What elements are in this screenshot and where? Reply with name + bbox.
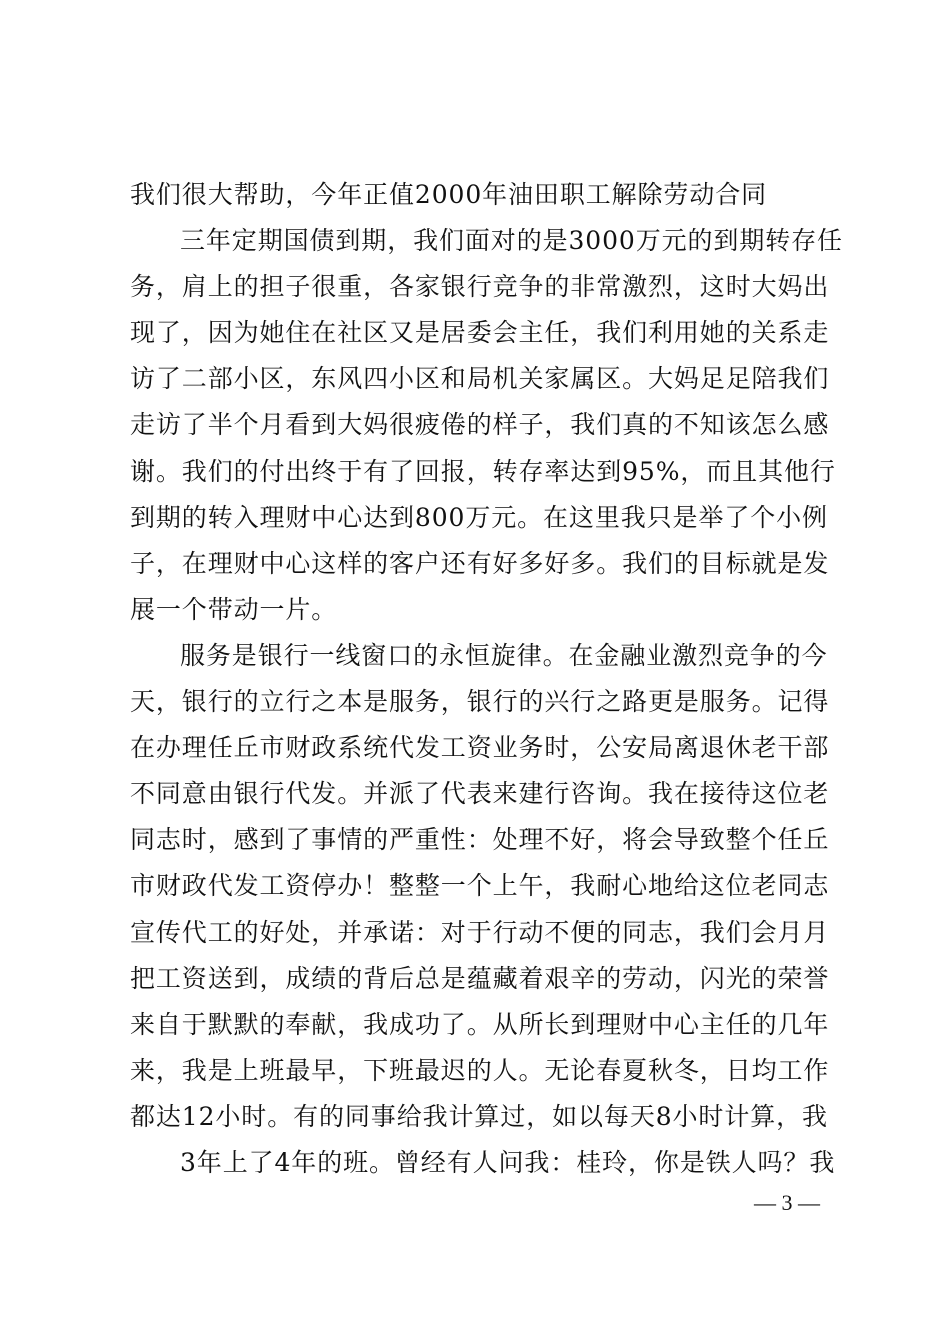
text-line: 到期的转入理财中心达到800万元。在这里我只是举了个小例	[130, 502, 828, 532]
text-line: 来，我是上班最早，下班最迟的人。无论春夏秋冬，日均工作	[130, 1055, 830, 1085]
text-line: 不同意由银行代发。并派了代表来建行咨询。我在接待这位老	[130, 779, 830, 809]
text-line: 服务是银行一线窗口的永恒旋律。在金融业激烈竞争的今	[180, 640, 828, 670]
text-line: 三年定期国债到期，我们面对的是3000万元的到期转存任	[180, 226, 843, 256]
text-line: 务，肩上的担子很重，各家银行竞争的非常激烈，这时大妈出	[130, 272, 830, 302]
text-line: 市财政代发工资停办！整整一个上午，我耐心地给这位老同志	[130, 871, 830, 901]
page-number: — 3 —	[754, 1190, 820, 1215]
text-line: 同志时，感到了事情的严重性：处理不好，将会导致整个任丘	[130, 825, 830, 855]
text-line: 展一个带动一片。	[130, 594, 338, 624]
text-line: 现了，因为她住在社区又是居委会主任，我们利用她的关系走	[130, 318, 830, 348]
text-line: 宣传代工的好处，并承诺：对于行动不便的同志，我们会月月	[130, 917, 830, 947]
text-line: 子，在理财中心这样的客户还有好多好多。我们的目标就是发	[130, 548, 830, 578]
text-line: 3年上了4年的班。曾经有人问我：桂玲，你是铁人吗？我	[180, 1147, 836, 1177]
text-line: 谢。我们的付出终于有了回报，转存率达到95%，而且其他行	[130, 456, 836, 486]
body-text	[130, 172, 843, 1186]
text-line: 都达12小时。有的同事给我计算过，如以每天8小时计算，我	[130, 1101, 828, 1131]
text-line: 把工资送到，成绩的背后总是蕴藏着艰辛的劳动，闪光的荣誉	[130, 963, 830, 993]
text-line: 访了二部小区，东风四小区和局机关家属区。大妈足足陪我们	[130, 364, 830, 394]
text-line: 在办理任丘市财政系统代发工资业务时，公安局离退休老干部	[130, 733, 830, 763]
text-line: 我们很大帮助，今年正值2000年油田职工解除劳动合同	[130, 180, 768, 209]
text-line: 天，银行的立行之本是服务，银行的兴行之路更是服务。记得	[130, 687, 830, 717]
text-line: 来自于默默的奉献，我成功了。从所长到理财中心主任的几年	[130, 1009, 830, 1039]
text-line: 走访了半个月看到大妈很疲倦的样子，我们真的不知该怎么感	[130, 410, 830, 440]
